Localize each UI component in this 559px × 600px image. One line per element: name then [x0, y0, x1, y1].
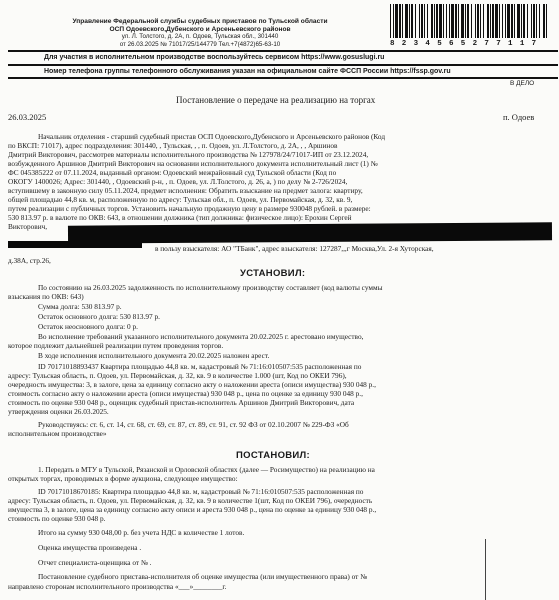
- delo-stamp: В ДЕЛО: [510, 80, 535, 87]
- barcode-bar: [539, 4, 540, 38]
- ustanovil-line: По состоянию на 26.03.2025 задолженность по исполнительному производству составляет (код валюты суммы: [38, 283, 383, 292]
- decision-line: 1. Передать в МТУ в Тульской, Рязанской и Орловской областях (далее — Росимущество) на реализацию на: [38, 465, 375, 474]
- barcode-bar: [399, 4, 401, 38]
- gosuslugi-notice: Для участия в исполнительном производстве воспользуйтесь сервисом https://www.gosuslugi.ru: [44, 54, 385, 61]
- property-line: ID 70171018893437 Квартира площадью 44,8 кв. м, кадастровый № 71:16:010507:535 расположенная по: [38, 362, 362, 371]
- intro-line: возбужденного Аршинов Дмитрий Викторович на основании исполнительного документа исполнительный лист (1) №: [8, 159, 378, 168]
- intro-line: Дмитрий Викторович, рассмотрев материалы исполнительного производства № 127978/24/71017-ИП от 23.12.2024,: [8, 150, 369, 159]
- barcode-bar: [393, 4, 394, 38]
- barcode-bar: [471, 4, 472, 38]
- barcode-bar: [458, 4, 459, 38]
- barcode-bar: [546, 4, 547, 38]
- intro-line: д.38А, стр.26,: [8, 256, 51, 265]
- barcode-bar: [523, 4, 525, 38]
- barcode-bar: [443, 4, 444, 38]
- document-number-line: от 26.03.2025 № 71017/25/144779 Тел.+7(4872)65-63-10: [119, 40, 281, 48]
- barcode-bar: [424, 4, 425, 38]
- barcode-bar: [487, 4, 489, 38]
- property-line: стоимость по оценке 930 048 р., оценщик судебный пристав-исполнитель Аршинов Дмитрий Викторович, дата: [8, 398, 355, 407]
- barcode-bar: [461, 4, 464, 38]
- document-title: Постановление о передаче на реализацию на торгах: [176, 95, 376, 105]
- intro-line: ОКОГУ 1400026; Адрес: 301440, , Одоевский р-н, , п. Одоев, ул. Л.Толстого, д. 26, а, ) по делу № 2-726/2024,: [8, 177, 348, 186]
- ustanovil-line: которое подлежит дальнейшей реализации путем проведения торгов.: [8, 341, 224, 350]
- barcode-bar: [514, 4, 515, 38]
- lot-line: адресу: Тульская область, п. Одоев, ул. Первомайская, д. 32, кв. 9 в количестве 1(шт, Код по ОКЕИ 796), очередность: [8, 496, 373, 505]
- resolution-line: Постановление судебного пристава-исполнителя об оценке имущества (или имущественного права) от №: [38, 572, 368, 581]
- intro-line: путем реализации с публичных торгов. Установить начальную продажную цену в размере 930048 рублей. в размере:: [8, 204, 371, 213]
- barcode-bar: [446, 4, 447, 38]
- barcode-bar: [419, 4, 420, 38]
- document-date: 26.03.2025: [8, 112, 47, 122]
- barcode-number: 8 2 3 4 5 6 5 2 7 7 1 1 7: [390, 40, 538, 48]
- barcode-bar: [531, 4, 532, 38]
- barcode-bar: [421, 4, 423, 38]
- barcode-bar: [431, 4, 433, 38]
- property-line: стоимость согласно акту о наложении ареста (описи имущества) 930 048 р., цена по оценке за единицу 930 048 р.,: [8, 389, 363, 398]
- barcode-bar: [411, 4, 413, 38]
- legal-basis: исполнительном производстве»: [8, 429, 107, 438]
- lot-line: имущества 3, в залоге, цена за единицу согласно акту описи и ареста 930 048 р., цена по оценке за единицу 930 048 р.,: [8, 505, 377, 514]
- barcode-bar: [533, 4, 535, 38]
- document-place: п. Одоев: [503, 112, 535, 122]
- intro-line: Викторович,: [8, 222, 48, 231]
- barcode-bar: [536, 4, 537, 38]
- barcode-bar: [505, 4, 506, 38]
- barcode-bar: [507, 4, 510, 38]
- barcode-bar: [402, 4, 403, 38]
- barcode-bar: [502, 4, 503, 38]
- barcode: [388, 4, 552, 50]
- barcode-bar: [495, 4, 498, 38]
- barcode-bar: [390, 4, 391, 38]
- property-line: адресу: Тульская область, п. Одоев, ул. Первомайская, д. 32, кв. 9 в количестве 1.000 (шт, Код по ОКЕИ 796),: [8, 371, 347, 380]
- intro-line: по ВКСП: 71017), адрес подразделения: 301440, , Тульская, , , п. Одоев, ул. Л.Толстого, д. 2А, , , Аршинов: [8, 141, 338, 150]
- barcode-bar: [465, 4, 466, 38]
- property-line: утверждения оценки 26.03.2025.: [8, 407, 109, 416]
- barcode-bar: [449, 4, 450, 38]
- section-heading-postanovil: ПОСТАНОВИЛ:: [236, 450, 310, 461]
- total-line: Итого на сумму 930 048,00 р. без учета НДС в количестве 1 лотов.: [38, 528, 245, 537]
- resolution-line: направлено сторонам исполнительного производства «___»________г.: [8, 582, 227, 591]
- barcode-bar: [455, 4, 457, 38]
- ustanovil-line: Во исполнение требований указанного исполнительного документа 20.02.2025 г. арестовано имущество,: [38, 332, 364, 341]
- intro-line: 530 813.97 р. в валюте по ОКВ: 643, в отношении должника (тип должника: физическое лицо): Ерохин Сергей: [8, 213, 352, 222]
- intro-line: общей площадью 44,8 кв. м, расположенную по адресу: Тульская обл., п. Одоев, ул. Первомайская, д. 32, кв. 9,: [8, 195, 353, 204]
- barcode-bar: [415, 4, 416, 38]
- barcode-bar: [483, 4, 484, 38]
- department-address: ул. Л. Толстого, д. 2А, п. Одоев, Тульская обл., 301440: [121, 33, 279, 41]
- intro-line: ФС 045385222 от 07.11.2024, выданный органом: Одоевский межрайонный суд Тульской области (Код по: [8, 168, 337, 177]
- scan-artifact-line: [485, 539, 486, 600]
- other-debt-remainder: Остаток неосновного долга: 0 р.: [38, 322, 138, 331]
- valuation-line: Оценка имущества произведена .: [38, 543, 142, 552]
- barcode-bar: [543, 4, 545, 38]
- intro-line: Начальник отделения - старший судебный пристав ОСП Одоевского,Дубенского и Арсеньевского районов (Код: [38, 132, 386, 141]
- lot-line: ID 70171018670185: Квартира площадью 44,8 кв. м, кадастровый № 71:16:010507:535 расположенная по: [38, 487, 364, 496]
- ustanovil-line: взыскания по ОКВ: 643): [8, 292, 84, 301]
- barcode-bar: [517, 4, 520, 38]
- intro-line: вступившему в законную силу 05.11.2024, предмет исполнения: Обратить взыскание на предмет залога: квартиру,: [8, 186, 363, 195]
- letterhead: [0, 18, 400, 48]
- agency-name: Управление Федеральной службы судебных приставов по Тульской области: [72, 18, 328, 25]
- barcode-bar: [477, 4, 479, 38]
- barcode-bar: [527, 4, 528, 38]
- barcode-bars: [388, 4, 552, 42]
- barcode-bar: [439, 4, 442, 38]
- intro-line: в пользу взыскателя: АО "ТБанк", адрес взыскателя: 127287,,,г Москва,Ул. 2-я Хуторская,: [155, 244, 434, 253]
- department-name: ОСП Одоевского,Дубенского и Арсеньевского районов: [109, 25, 291, 33]
- barcode-bar: [490, 4, 491, 38]
- appraiser-report-line: Отчет специалиста-оценщика от № .: [38, 558, 152, 567]
- barcode-bar: [434, 4, 435, 38]
- debt-amount: Сумма долга: 530 813.97 р.: [38, 302, 122, 311]
- barcode-bar: [427, 4, 428, 38]
- barcode-bar: [405, 4, 408, 38]
- barcode-bar: [436, 4, 438, 38]
- barcode-bar: [480, 4, 481, 38]
- barcode-bar: [492, 4, 494, 38]
- barcode-bar: [467, 4, 469, 38]
- redaction-bar: [8, 241, 142, 248]
- barcode-bar: [409, 4, 410, 38]
- barcode-bar: [521, 4, 522, 38]
- notice-rule: [8, 64, 558, 66]
- barcode-bar: [511, 4, 513, 38]
- barcode-bar: [395, 4, 398, 38]
- notice-rule-2: [8, 77, 558, 79]
- barcode-bar: [451, 4, 454, 38]
- fssp-notice: Номер телефона группы телефонного обслуживания указан на официальном сайте ФССП России https://fssp.gov.ru: [44, 68, 451, 75]
- header-rule: [8, 50, 558, 52]
- main-debt-remainder: Остаток основного долга: 530 813.97 р.: [38, 312, 160, 321]
- barcode-bar: [499, 4, 500, 38]
- section-heading-ustanovil: УСТАНОВИЛ:: [240, 268, 306, 279]
- ustanovil-line: В ходе исполнения исполнительного документа 20.02.2025 наложен арест.: [38, 351, 270, 360]
- barcode-bar: [475, 4, 476, 38]
- lot-line: стоимость по оценке 930 048 р.: [8, 514, 106, 523]
- legal-basis: Руководствуясь: ст. 6, ст. 14, ст. 68, ст. 69, ст. 87, ст. 89, ст. 91, ст. 92 ФЗ от 02.10.2007 № 229-ФЗ «Об: [38, 420, 349, 429]
- decision-line: открытых торгах, проводимых в форме аукциона, следующее имущество:: [8, 474, 238, 483]
- property-line: очередность имущества: 3, в залоге, цена за единицу согласно акту о наложении ареста (описи имущества) 930 048 р.,: [8, 380, 376, 389]
